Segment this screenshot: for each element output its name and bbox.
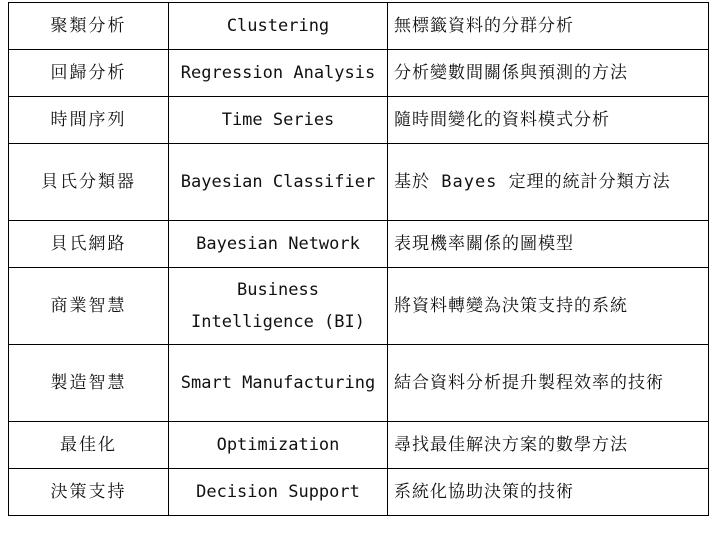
term-english: Decision Support — [169, 469, 388, 516]
term-english: Bayesian Classifier — [169, 144, 388, 221]
table-row — [9, 221, 709, 268]
term-english: Business Intelligence (BI) — [169, 268, 388, 345]
term-description: 無標籤資料的分群分析 — [388, 3, 709, 50]
table-row — [9, 345, 709, 422]
glossary-table — [8, 2, 709, 516]
term-description: 分析變數間關係與預測的方法 — [388, 50, 709, 97]
table-row — [9, 144, 709, 221]
term-chinese: 製造智慧 — [9, 345, 169, 422]
term-english: Optimization — [169, 422, 388, 469]
term-chinese: 貝氏網路 — [9, 221, 169, 268]
term-chinese: 商業智慧 — [9, 268, 169, 345]
term-description: 結合資料分析提升製程效率的技術 — [388, 345, 709, 422]
term-english: Clustering — [169, 3, 388, 50]
term-description: 表現機率關係的圖模型 — [388, 221, 709, 268]
table-row — [9, 3, 709, 50]
table-row — [9, 268, 709, 345]
term-chinese: 決策支持 — [9, 469, 169, 516]
term-english: Bayesian Network — [169, 221, 388, 268]
term-english: Time Series — [169, 97, 388, 144]
term-chinese: 貝氏分類器 — [9, 144, 169, 221]
table-row — [9, 469, 709, 516]
term-chinese: 聚類分析 — [9, 3, 169, 50]
term-chinese: 回歸分析 — [9, 50, 169, 97]
table-row — [9, 422, 709, 469]
table-row — [9, 97, 709, 144]
term-description: 基於 Bayes 定理的統計分類方法 — [388, 144, 709, 221]
term-chinese: 最佳化 — [9, 422, 169, 469]
table-row — [9, 50, 709, 97]
term-description: 系統化協助決策的技術 — [388, 469, 709, 516]
term-english: Smart Manufacturing — [169, 345, 388, 422]
term-english: Regression Analysis — [169, 50, 388, 97]
term-description: 隨時間變化的資料模式分析 — [388, 97, 709, 144]
term-description: 尋找最佳解決方案的數學方法 — [388, 422, 709, 469]
term-chinese: 時間序列 — [9, 97, 169, 144]
term-description: 將資料轉變為決策支持的系統 — [388, 268, 709, 345]
